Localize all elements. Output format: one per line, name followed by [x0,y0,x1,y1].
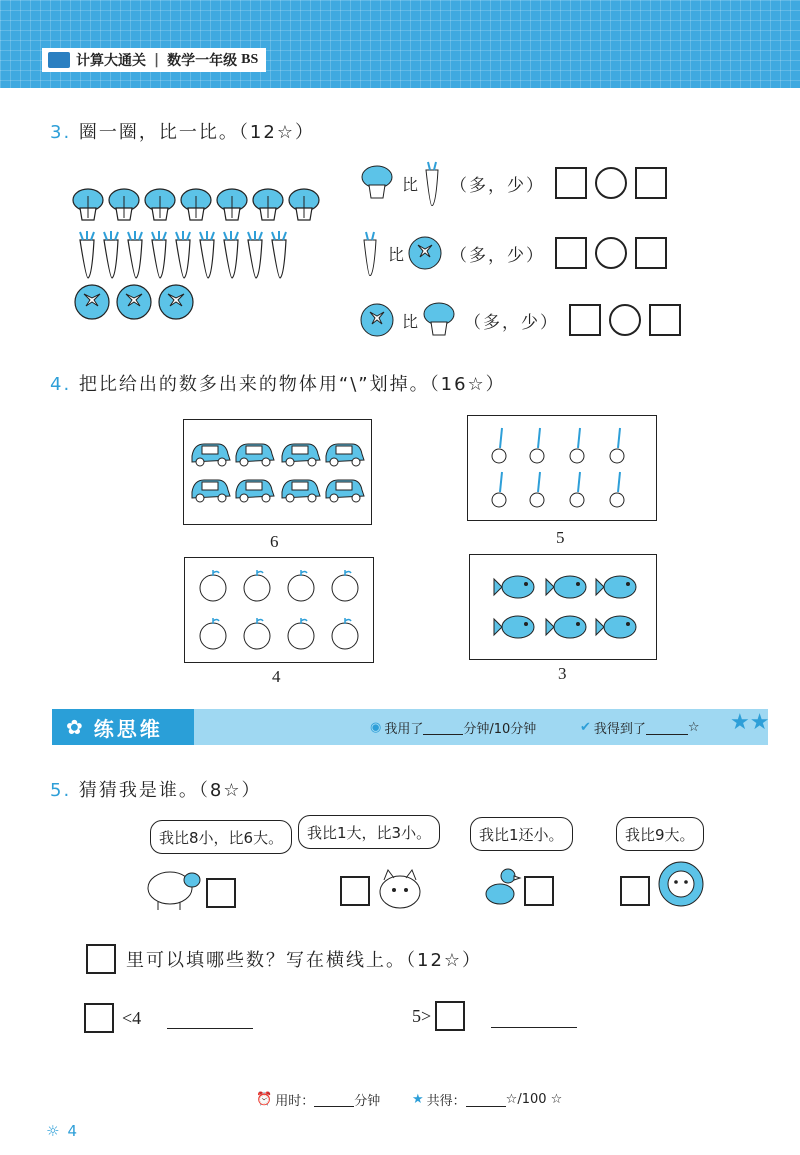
tomato-icon [117,285,151,319]
panel-cherries [467,415,657,521]
apple-icon [200,618,226,649]
think-title: 练思维 [93,716,163,741]
cabbage-icon [422,302,456,338]
score-got [580,718,700,737]
tomato-icon [360,302,394,338]
question-5-title [50,776,262,802]
carrot-icon [128,231,142,278]
answer-box[interactable] [206,878,236,908]
apple-icon [244,570,270,601]
answer-box[interactable] [620,876,650,906]
answer-line[interactable] [167,1007,253,1029]
compare-row-1 [360,160,667,206]
options-text: （多，少） [450,245,546,266]
cabbage-icon [289,189,319,220]
sun-icon: ☼ [46,1122,60,1140]
car-icon [326,480,364,502]
time-unit: 分钟 [354,1094,381,1109]
answer-circle[interactable] [609,304,641,336]
star-icon: ★ [412,1092,424,1107]
clock-icon: ⏰ [256,1092,273,1107]
car-icon [192,444,230,466]
compare-word: 比 [402,311,419,331]
answer-box[interactable] [569,304,601,336]
question-number: 4. [50,374,72,395]
fish-icon [546,576,586,598]
tomato-icon [75,285,109,319]
star-label: ☆ [687,720,700,735]
time-used [370,718,536,737]
page-number: 4 [67,1122,77,1140]
book-icon [48,52,70,68]
car-icon [282,480,320,502]
cabbage-icon [145,189,175,220]
cherry-icon [492,472,506,507]
cat-icon [376,868,436,912]
answer-circle[interactable] [595,237,627,269]
cabbage-icon [217,189,247,220]
fish-group [470,555,656,659]
stars-icon: ★★ [730,710,770,735]
per-label: 分钟/10分钟 [463,722,537,737]
question-number: 5. [50,780,72,801]
carrot-icon [200,231,214,278]
total-label: 共得： [426,1094,466,1109]
fish-icon [494,616,534,638]
answer-line[interactable] [491,1004,577,1028]
time-label: 用时： [275,1094,315,1109]
carrot-icon [176,231,190,278]
question-text: 把比给出的数多出来的物体用“\”划掉。（16☆） [78,374,506,395]
panel-label: 4 [272,667,281,686]
flower-icon: ✿ [66,715,86,739]
apple-icon [288,570,314,601]
carrot-icon [224,231,238,278]
apple-icon [288,618,314,649]
car-icon [192,480,230,502]
footer-time [256,1090,380,1109]
answer-box[interactable] [555,237,587,269]
carrot-icon [272,231,286,278]
tomato-icon [408,235,442,271]
sheep-icon [144,866,204,910]
cherries-group [468,416,656,520]
total-unit: ☆/100 ☆ [505,1092,563,1107]
panel-fish [469,554,657,660]
carrot-icon [422,160,442,206]
car-icon [282,444,320,466]
compare-row-2 [360,230,667,276]
edition-label: BS [241,52,259,67]
carrot-icon [80,231,94,278]
answer-box[interactable] [635,237,667,269]
question-number: 3. [50,122,72,143]
q3-picture-group [70,180,370,340]
inequality-text: 5> [412,1005,432,1026]
check-icon: ✔ [580,720,591,735]
apple-icon [244,618,270,649]
answer-box[interactable] [524,876,554,906]
fish-icon [596,576,636,598]
compare-word: 比 [388,244,405,264]
speech-bubble: 我比1还小。 [470,817,573,851]
cabbage-icon [360,165,394,201]
cherry-icon [530,428,544,463]
page-number-area [46,1122,77,1140]
fill-instruction [86,944,482,974]
cherry-icon [530,472,544,507]
inequality-2 [412,1001,577,1031]
carrot-icon [152,231,166,278]
carrot-icon [248,231,262,278]
used-label: 我用了 [384,722,424,737]
subject-label: 数学一年级 [167,53,238,69]
lion-icon [654,860,708,910]
speech-bubble: 我比1大，比3小。 [298,815,440,849]
tomato-row [75,285,193,319]
cabbage-row [73,189,319,220]
question-3-title [50,118,315,144]
cabbage-icon [109,189,139,220]
answer-box[interactable] [649,304,681,336]
options-text: （多，少） [450,175,546,196]
answer-box[interactable] [435,1001,465,1031]
apple-icon [200,570,226,601]
got-label: 我得到了 [593,722,646,737]
question-text: 圈一圈，比一比。（12☆） [78,122,315,143]
footer-total [412,1090,562,1109]
panel-label: 5 [556,528,565,547]
cabbage-icon [73,189,103,220]
question-text: 猜猜我是谁。（8☆） [78,780,262,801]
panel-label: 6 [270,532,279,551]
cherry-icon [610,428,624,463]
apples-group [185,558,373,662]
answer-box[interactable] [84,1003,114,1033]
speech-bubble: 我比9大。 [616,817,704,851]
carrot-icon [104,231,118,278]
cars-group [184,420,370,524]
answer-box[interactable] [635,167,667,199]
car-icon [326,444,364,466]
cabbage-icon [253,189,283,220]
cherry-icon [570,472,584,507]
inequality-text: <4 [122,1007,142,1028]
time-blank[interactable] [314,1093,354,1107]
panel-label: 3 [558,664,567,683]
duck-icon [482,866,522,910]
compare-word: 比 [402,174,419,194]
question-4-title [50,370,506,396]
clock-icon: ◉ [370,720,382,735]
apple-icon [332,570,358,601]
cherry-icon [570,428,584,463]
book-title: 计算大通关 [76,53,146,69]
car-icon [236,480,274,502]
fish-icon [596,616,636,638]
car-icon [236,444,274,466]
compare-row-3 [360,302,681,338]
options-text: （多，少） [464,312,560,333]
score-blank[interactable] [646,721,688,735]
instruction-text: 里可以填哪些数？写在横线上。（12☆） [126,950,483,971]
total-blank[interactable] [466,1093,506,1107]
carrot-icon [360,230,380,276]
header-band [0,0,800,88]
tomato-icon [159,285,193,319]
inequality-1 [84,1003,253,1033]
think-section-tab [52,709,194,745]
panel-apples [184,557,374,663]
answer-circle[interactable] [595,167,627,199]
answer-box[interactable] [555,167,587,199]
cherry-icon [610,472,624,507]
panel-cars [183,419,372,525]
apple-icon [332,618,358,649]
answer-box[interactable] [86,944,116,974]
fish-icon [546,616,586,638]
answer-box[interactable] [340,876,370,906]
time-blank[interactable] [423,721,463,735]
fish-icon [494,576,534,598]
cherry-icon [492,428,506,463]
book-header [42,48,266,72]
header-separator: | [154,52,160,68]
speech-bubble: 我比8小，比6大。 [150,820,292,854]
carrot-row [80,231,286,278]
cabbage-icon [181,189,211,220]
